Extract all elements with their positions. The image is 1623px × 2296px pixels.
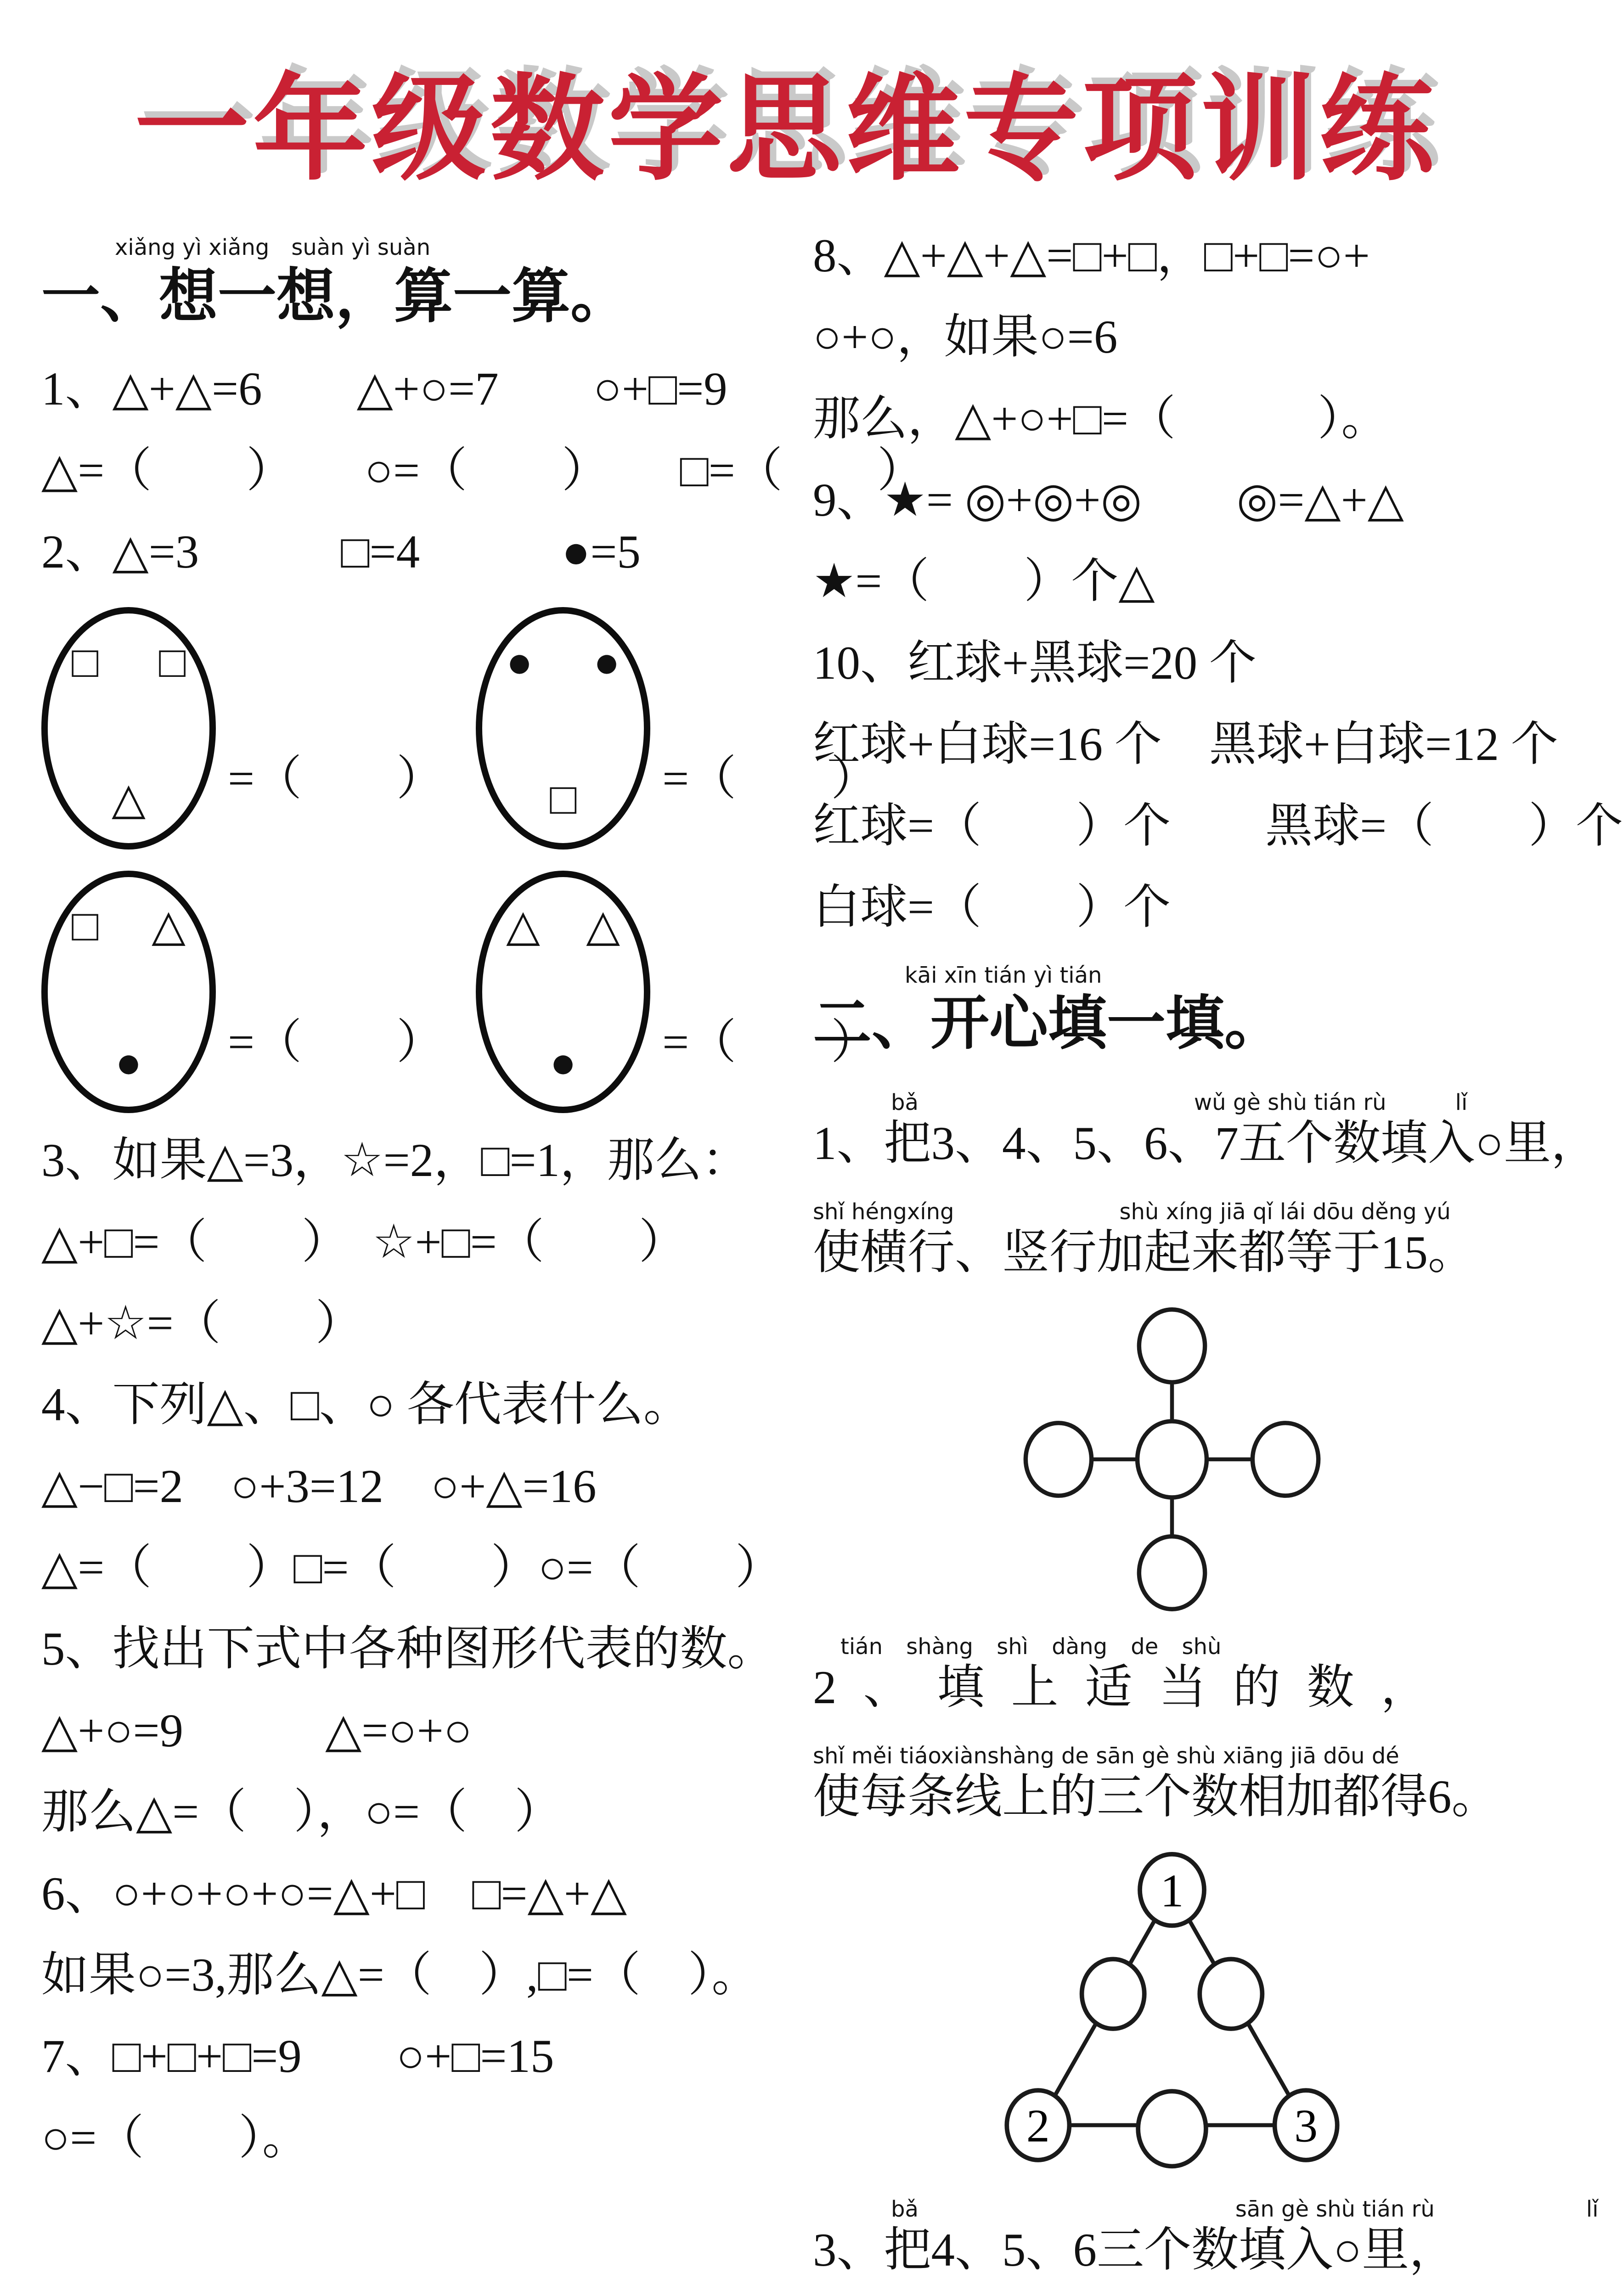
s2q1-pinyin-li: lǐ [1455, 1090, 1468, 1116]
face3-equals-blank: =（ ） [228, 1016, 444, 1069]
section-two-heading: 二、开心填一填。 [813, 991, 1284, 1057]
s2q3-pinyin-li: lǐ [1586, 2196, 1599, 2222]
q7-answer-blank: ○=（ ）。 [41, 2111, 310, 2164]
face-shape-2 [476, 607, 650, 850]
q4-answer-blanks: △=（ ）□=（ ）○=（ ） [41, 1542, 783, 1594]
s2q3-prompt: 3、把4、5、6三个数填入○里， [813, 2223, 1457, 2276]
q5-prompt: 5、找出下式中各种图形代表的数。 [41, 1623, 775, 1676]
q5-answer-blanks: 那么△=（ ），○=（ ） [41, 1786, 562, 1839]
s2q1-pinyin-ba: bǎ [891, 1090, 919, 1116]
s2q2-pinyin-1: tián shàng shì dàng de shù [840, 1634, 1222, 1660]
s2q1-pinyin-row [813, 1090, 1531, 1115]
s2q2-prompt-1: 2、填上适当的数， [813, 1661, 1455, 1714]
cross-circle-center [1137, 1421, 1206, 1497]
s2q2-prompt-2: 使每条线上的三个数相加都得6。 [813, 1770, 1499, 1823]
face1-equals-blank: =（ ） [228, 753, 444, 805]
face4-equals-blank: =（ ） [662, 1016, 879, 1069]
face4-left-eye-triangle: △ [506, 901, 540, 951]
q10-answer-blanks-1: 红球=（ ）个 黑球=（ ）个 [813, 799, 1623, 852]
q3-given: 3、如果△=3，☆=2，□=1，那么： [41, 1134, 750, 1187]
q4-prompt: 4、下列△、□、○ 各代表什么。 [41, 1379, 691, 1431]
q10-equations-2: 红球+白球=16 个 黑球+白球=12 个 [813, 718, 1558, 771]
q9-answer-blank: ★=（ ）个△ [813, 555, 1155, 608]
face2-right-eye-dot: ● [593, 637, 620, 687]
triangle-value-top: 1 [1160, 1865, 1184, 1917]
q8-answer-blank: 那么，△+○+□=（ ）。 [813, 392, 1389, 445]
cross-circle-right [1252, 1423, 1318, 1496]
q2-legend: 2、△=3 □=4 ●=5 [41, 525, 641, 578]
triangle-circle-mid-left [1082, 1959, 1144, 2029]
s2q1-prompt-1: 1、把3、4、5、6、7五个数填入○里， [813, 1117, 1599, 1170]
s2q1-pinyin-wugeshu: wǔ gè shù tián rù [1194, 1090, 1386, 1116]
q10-equation-1: 10、红球+黑球=20 个 [813, 636, 1257, 689]
face4-right-eye-triangle: △ [586, 901, 620, 951]
q8-equations-part1: 8、△+△+△=□+□，□+□=○+ [813, 230, 1370, 282]
cross-circles-diagram [1007, 1308, 1337, 1611]
s2q1-pinyin-row-2 [813, 1199, 1531, 1225]
cross-circle-left [1026, 1423, 1091, 1496]
s2q1-pinyin-shihengxing: shǐ héngxíng [813, 1199, 954, 1225]
face1-left-eye-square: □ [72, 637, 98, 687]
q1-equations: 1、△+△=6 △+○=7 ○+□=9 [41, 363, 727, 416]
section-two-pinyin: kāi xīn tián yì tián [905, 962, 1102, 989]
s2q3-pinyin-row [813, 2196, 1599, 2222]
right-column [795, 230, 1623, 2296]
q7-equations: 7、□+□+□=9 ○+□=15 [41, 2030, 554, 2083]
q3-blanks-1: △+□=（ ） ☆+□=（ ） [41, 1216, 686, 1268]
page-title: 一年级数学思维专项训练 [134, 65, 1438, 193]
q8-equations-part2: ○+○，如果○=6 [813, 311, 1118, 364]
q5-equations: △+○=9 △=○+○ [41, 1704, 472, 1757]
face3-right-eye-triangle: △ [152, 901, 186, 951]
triangle-value-bottom-left: 2 [1026, 2100, 1050, 2152]
face1-right-eye-square: □ [159, 637, 186, 687]
cross-circle-bottom [1139, 1536, 1205, 1609]
s2q1-pinyin-shuxing: shù xíng jiā qǐ lái dōu děng yú [1119, 1199, 1451, 1225]
q2-face-row-2 [41, 871, 879, 1113]
s2q1-prompt-2: 使横行、竖行加起来都等于15。 [813, 1226, 1475, 1279]
q2-face-row-1 [41, 607, 879, 850]
s2q3-pinyin-sangeshu: sān gè shù tián rù [1235, 2196, 1435, 2222]
q4-equations: △−□=2 ○+3=12 ○+△=16 [41, 1460, 597, 1513]
triangle-value-bottom-right: 3 [1294, 2100, 1318, 2152]
two-column-layout [41, 230, 1623, 2296]
s2q2-pinyin-2: shǐ měi tiáoxiànshàng de sān gè shù xiāng jiā dōu dé [813, 1743, 1399, 1769]
section-one-pinyin: xiǎng yì xiǎng suàn yì suàn [115, 235, 431, 260]
s2q3-pinyin-ba: bǎ [891, 2196, 919, 2222]
face-shape-1 [41, 607, 216, 850]
face-shape-4 [476, 871, 650, 1113]
face1-mouth-triangle: △ [112, 774, 146, 824]
face2-mouth-square: □ [550, 774, 577, 824]
q1-answer-blanks: △=（ ） ○=（ ） □=（ ） [41, 444, 924, 497]
q10-answer-blank-2: 白球=（ ）个 [813, 881, 1171, 934]
face3-mouth-dot: ● [115, 1038, 142, 1087]
cross-circle-top [1139, 1310, 1205, 1382]
face2-equals-blank: =（ ） [662, 753, 879, 805]
face2-left-eye-dot: ● [506, 637, 533, 687]
face3-left-eye-square: □ [72, 901, 98, 951]
q6-equations: 6、○+○+○+○=△+□ □=△+△ [41, 1867, 627, 1920]
face-shape-3 [41, 871, 216, 1113]
q9-equations: 9、★= ◎+◎+◎ ◎=△+△ [813, 474, 1404, 527]
face4-mouth-dot: ● [550, 1038, 577, 1087]
triangle-circle-bottom-mid [1138, 2091, 1206, 2166]
section-one-heading: 一、想一想，算一算。 [41, 264, 630, 329]
triangle-circles-diagram [970, 1852, 1374, 2173]
triangle-circle-mid-right [1200, 1959, 1262, 2029]
q6-answer-blanks: 如果○=3,那么△=（ ）,□=（ ）。 [41, 1948, 759, 2001]
q3-blanks-2: △+☆=（ ） [41, 1297, 363, 1350]
